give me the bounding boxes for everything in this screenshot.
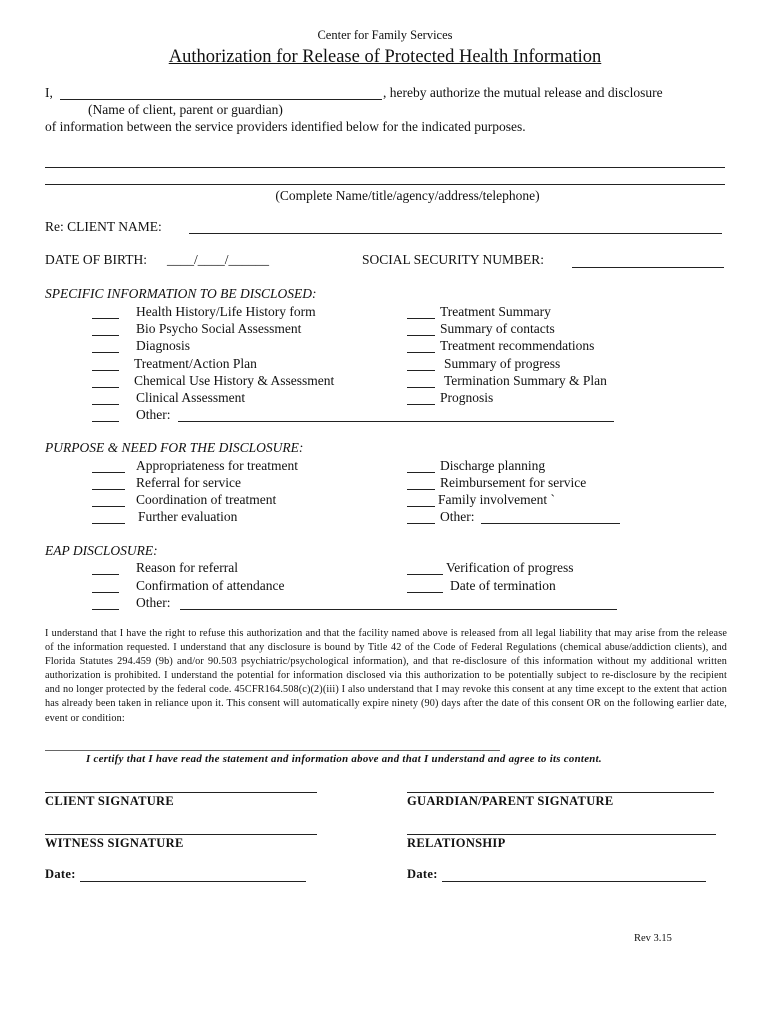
checkbox-line[interactable] bbox=[92, 335, 119, 336]
form-title: Authorization for Release of Protected Health Information bbox=[168, 47, 602, 67]
eap-heading: EAP DISCLOSURE: bbox=[45, 543, 158, 558]
specific-item: Summary of contacts bbox=[440, 321, 555, 336]
checkbox-line[interactable] bbox=[92, 609, 119, 610]
checkbox-line[interactable] bbox=[407, 472, 435, 473]
checkbox-line[interactable] bbox=[407, 387, 435, 388]
checkbox-line[interactable] bbox=[92, 421, 119, 422]
purpose-heading: PURPOSE & NEED FOR THE DISCLOSURE: bbox=[45, 440, 304, 455]
specific-item: Clinical Assessment bbox=[136, 390, 246, 405]
purpose-item: Appropriateness for treatment bbox=[136, 458, 298, 473]
checkbox-line[interactable] bbox=[407, 523, 435, 524]
client-name-field[interactable] bbox=[189, 233, 722, 234]
specific-item: Diagnosis bbox=[136, 338, 190, 353]
specific-item: Health History/Life History form bbox=[136, 304, 316, 319]
checkbox-line[interactable] bbox=[407, 370, 435, 371]
dob-field[interactable]: ____/____/______ bbox=[167, 252, 270, 267]
guardian-signature-label: GUARDIAN/PARENT SIGNATURE bbox=[407, 794, 614, 808]
purpose-item: Reimbursement for service bbox=[440, 475, 587, 490]
eap-item: Verification of progress bbox=[446, 560, 574, 575]
intro-prefix: I, bbox=[45, 85, 53, 100]
witness-signature-label: WITNESS SIGNATURE bbox=[45, 836, 184, 850]
eap-other-field[interactable] bbox=[180, 609, 617, 610]
purpose-item: Referral for service bbox=[136, 475, 241, 490]
specific-item-other: Other: bbox=[136, 407, 171, 422]
checkbox-line[interactable] bbox=[92, 489, 125, 490]
ssn-label: SOCIAL SECURITY NUMBER: bbox=[362, 252, 545, 267]
purpose-item: Further evaluation bbox=[138, 509, 238, 524]
intro-suffix: , hereby authorize the mutual release and disclosure bbox=[383, 85, 663, 100]
checkbox-line[interactable] bbox=[407, 592, 443, 593]
client-name-label: Re: CLIENT NAME: bbox=[45, 219, 162, 234]
name-hint: (Name of client, parent or guardian) bbox=[88, 102, 283, 117]
dob-label: DATE OF BIRTH: bbox=[45, 252, 147, 267]
specific-item: Treatment recommendations bbox=[440, 338, 595, 353]
checkbox-line[interactable] bbox=[92, 472, 125, 473]
certify-statement: I certify that I have read the statement and information above and that I understand and agree to its content. bbox=[86, 753, 602, 765]
specific-item: Treatment Summary bbox=[440, 304, 551, 319]
client-date-label: Date: bbox=[45, 867, 76, 881]
witness-signature-line[interactable] bbox=[45, 834, 317, 835]
provider-hint: (Complete Name/title/agency/address/telephone) bbox=[275, 188, 540, 203]
checkbox-line[interactable] bbox=[92, 523, 125, 524]
provider-line-1[interactable] bbox=[45, 167, 725, 168]
provider-line-2[interactable] bbox=[45, 184, 725, 185]
checkbox-line[interactable] bbox=[92, 370, 119, 371]
org-name: Center for Family Services bbox=[317, 28, 453, 42]
checkbox-line[interactable] bbox=[92, 352, 119, 353]
relationship-line[interactable] bbox=[407, 834, 716, 835]
purpose-item: Family involvement ` bbox=[438, 492, 555, 507]
revision-label: Rev 3.15 bbox=[634, 933, 672, 944]
specific-heading: SPECIFIC INFORMATION TO BE DISCLOSED: bbox=[45, 286, 317, 301]
checkbox-line[interactable] bbox=[407, 352, 435, 353]
purpose-item: Coordination of treatment bbox=[136, 492, 277, 507]
expiration-condition-field[interactable] bbox=[45, 750, 500, 751]
checkbox-line[interactable] bbox=[92, 404, 119, 405]
purpose-other-field[interactable] bbox=[481, 523, 620, 524]
checkbox-line[interactable] bbox=[407, 506, 435, 507]
specific-item: Prognosis bbox=[440, 390, 494, 405]
checkbox-line[interactable] bbox=[407, 574, 443, 575]
checkbox-line[interactable] bbox=[92, 387, 119, 388]
specific-other-field[interactable] bbox=[178, 421, 614, 422]
guardian-signature-line[interactable] bbox=[407, 792, 714, 793]
relationship-label: RELATIONSHIP bbox=[407, 836, 506, 850]
purpose-item: Discharge planning bbox=[440, 458, 546, 473]
specific-item: Summary of progress bbox=[444, 356, 561, 371]
checkbox-line[interactable] bbox=[92, 574, 119, 575]
guardian-date-field[interactable] bbox=[442, 881, 706, 882]
specific-item: Bio Psycho Social Assessment bbox=[136, 321, 302, 336]
client-signature-label: CLIENT SIGNATURE bbox=[45, 794, 175, 808]
client-date-field[interactable] bbox=[80, 881, 306, 882]
checkbox-line[interactable] bbox=[92, 318, 119, 319]
eap-item: Date of termination bbox=[450, 578, 556, 593]
client-signature-line[interactable] bbox=[45, 792, 317, 793]
specific-item: Chemical Use History & Assessment bbox=[134, 373, 335, 388]
client-name-line[interactable] bbox=[60, 99, 382, 100]
intro-line2: of information between the service providers identified below for the indicated purposes. bbox=[45, 119, 526, 134]
eap-item: Reason for referral bbox=[136, 560, 238, 575]
purpose-item-other: Other: bbox=[440, 509, 475, 524]
checkbox-line[interactable] bbox=[407, 335, 435, 336]
checkbox-line[interactable] bbox=[92, 592, 119, 593]
checkbox-line[interactable] bbox=[407, 489, 435, 490]
checkbox-line[interactable] bbox=[407, 318, 435, 319]
eap-item: Confirmation of attendance bbox=[136, 578, 285, 593]
eap-item-other: Other: bbox=[136, 595, 171, 610]
specific-item: Treatment/Action Plan bbox=[134, 356, 257, 371]
specific-item: Termination Summary & Plan bbox=[444, 373, 607, 388]
checkbox-line[interactable] bbox=[92, 506, 125, 507]
ssn-field[interactable] bbox=[572, 267, 724, 268]
legal-statement: I understand that I have the right to refuse this authorization and that the facility named above is released from all legal liability that may arise from the release of the information requested. I understand that any disclosure is bound by Title 42 of the Code of Federal Regulations (chemical abuse/addiction clients), and Florida Statutes 294.459 (9b) and/or 90.503 psychiatric/psychological information), and that re-disclosure of this information without my additional written authorization is prohibited. I understand the potential for information disclosed via this authorization to be potentially subject to re-disclosure by the recipient and no longer protected by the federal code. 45CFR164.508(c)(2)(iii) I also understand that I may revoke this consent at any time except to the extent that action has already been taken in reliance upon it. This consent will automatically expire ninety (90) days after the date of this consent OR on the following earlier date, event or condition: bbox=[45, 628, 727, 724]
guardian-date-label: Date: bbox=[407, 867, 438, 881]
checkbox-line[interactable] bbox=[407, 404, 435, 405]
